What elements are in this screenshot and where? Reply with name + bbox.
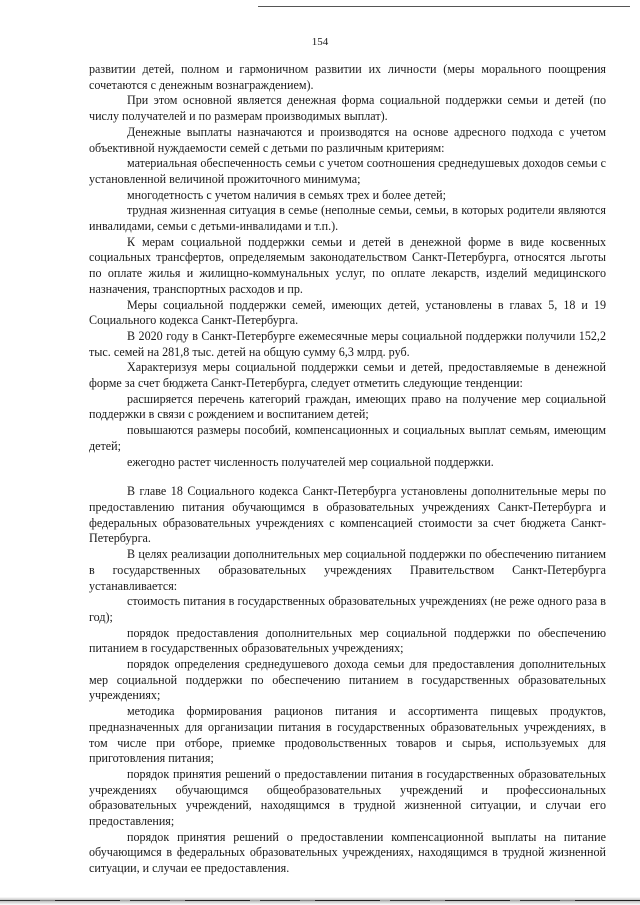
list-item: ежегодно растет численность получателей мер социальной поддержки.: [127, 454, 494, 469]
paragraph: При этом основной является денежная форма социальной поддержки семьи и детей (по числу получателей и по размерам производимых выплат).: [89, 93, 606, 124]
top-rule: [258, 6, 630, 7]
list-item: материальная обеспеченность семьи с учетом соотношения среднедушевых доходов семьи с установленной величиной прожиточного минимума;: [89, 156, 606, 186]
list-item: порядок принятия решений о предоставлении компенсационной выплаты на питание обучающимся в федеральных образовательных учреждениях, находящимся в трудной жизненной ситуации, и случаи ее предоставления.: [89, 829, 606, 876]
paragraph: Характеризуя меры социальной поддержки семьи и детей, предоставляемые в денежной форме за счет бюджета Санкт-Петербурга, следует отметить следующие тенденции:: [89, 360, 606, 391]
list-item: методика формирования рационов питания и ассортимента пищевых продуктов, предназначенных для организации питания в государственных образовательных учреждениях, в том числе при отборе, приемке продовольственных товаров и сырья, используемых для приготовления питания;: [89, 704, 606, 766]
paragraph: В 2020 году в Санкт-Петербурге ежемесячные меры социальной поддержки получили 152,2 тыс. семей на 281,8 тыс. детей на общую сумму 6,3 млрд. руб.: [89, 328, 606, 359]
list-item: трудная жизненная ситуация в семье (неполные семьи, семьи, в которых родители являются инвалидами, семьи с детьми-инвалидами и т.п.).: [89, 203, 606, 234]
list-item: стоимость питания в государственных образовательных учреждениях (не реже одного раза в год);: [89, 594, 606, 624]
paragraph: К мерам социальной поддержки семьи и детей в денежной форме в виде косвенных социальных трансфертов, определяемым законодательством Санкт-Петербурга, относятся льготы по оплате жилья и жилищно-коммунальных услуг, по оплате лекарств, изделий медицинского назначения, транспортных расходов и пр.: [89, 234, 606, 296]
paragraph: Денежные выплаты назначаются и производятся на основе адресного подхода с учетом объективной нуждаемости семей с детьми по различным критериям:: [89, 124, 606, 155]
paragraph: Меры социальной поддержки семей, имеющих детей, установлены в главах 5, 18 и 19 Социального кодекса Санкт-Петербурга.: [89, 297, 606, 328]
list-item: расширяется перечень категорий граждан, имеющих право на получение мер социальной поддержки в связи с рождением и воспитанием детей;: [89, 391, 606, 422]
list-item: порядок определения среднедушевого дохода семьи для предоставления дополнительных мер социальной поддержки по обеспечению питанием в государственных образовательных учреждениях;: [89, 657, 606, 703]
list-item: многодетность с учетом наличия в семьях трех и более детей;: [127, 187, 446, 202]
list-item: порядок принятия решений о предоставлении питания в государственных образовательных учреждениях обучающимся общеобразовательных учреждений и профессиональных образовательных учреждений, находящимся в трудной жизненной ситуации, и случаи его предоставления;: [89, 766, 606, 829]
page-number: 154: [311, 36, 329, 48]
paragraph: развитии детей, полном и гармоничном развитии их личности (меры морального поощрения сочетаются с денежным вознаграждением).: [89, 62, 606, 92]
paragraph: В главе 18 Социального кодекса Санкт-Петербурга установлены дополнительные меры по предоставлению питания обучающимся в образовательных учреждениях Санкт-Петербурга и федеральных образовательных учреждениях с компенсацией стоимости за счет бюджета Санкт-Петербурга.: [89, 484, 606, 546]
paragraph: В целях реализации дополнительных мер социальной поддержки по обеспечению питанием в государственных образовательных учреждениях Правительством Санкт-Петербурга устанавливается:: [89, 547, 606, 593]
list-item: порядок предоставления дополнительных мер социальной поддержки по обеспечению питанием в государственных образовательных учреждениях;: [89, 625, 606, 656]
list-item: повышаются размеры пособий, компенсационных и социальных выплат семьям, имеющим детей;: [89, 423, 606, 453]
scan-edge: [0, 897, 640, 905]
scan-edge-line: [0, 900, 640, 901]
body-text: [89, 62, 606, 877]
